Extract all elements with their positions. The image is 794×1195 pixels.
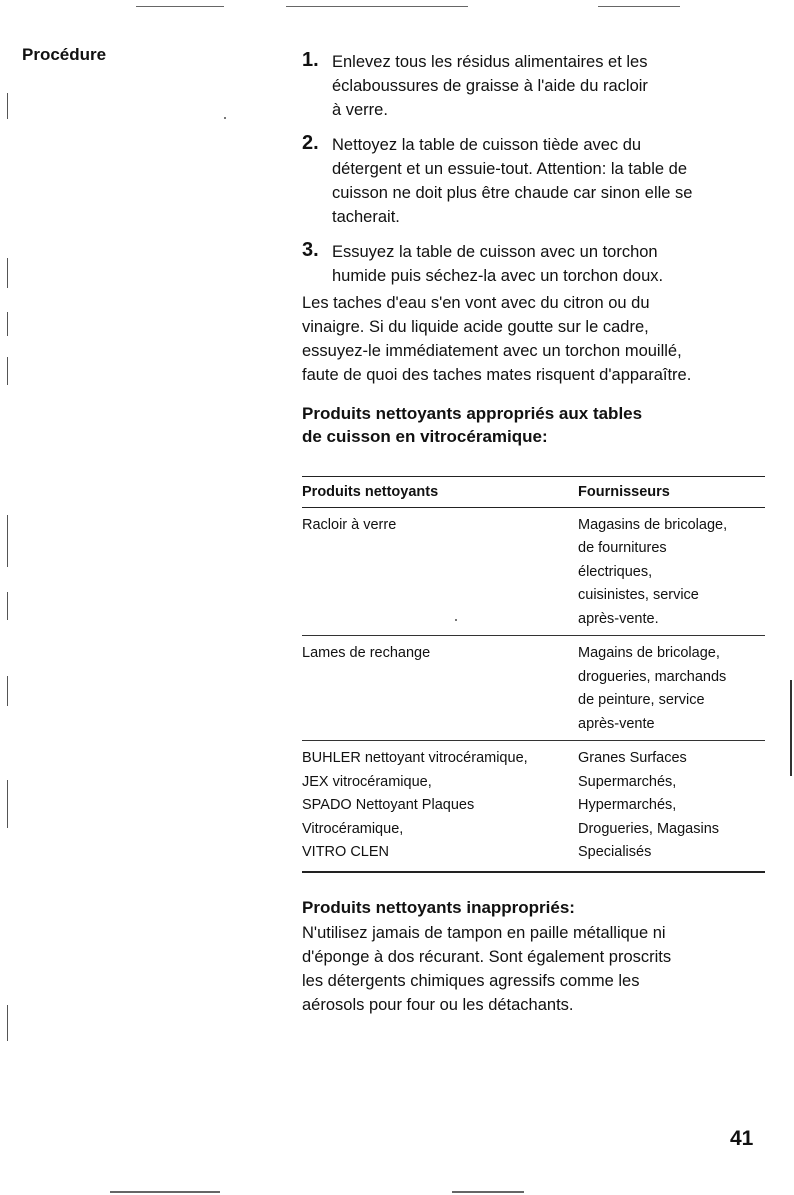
page-number: 41 [730, 1127, 754, 1150]
step-text-line: éclaboussures de graisse à l'aide du racloir [332, 77, 648, 95]
product-line: Vitrocéramique, [302, 820, 404, 837]
step-text-line: à verre. [332, 101, 388, 119]
supplier-line: cuisinistes, service [578, 587, 699, 603]
margin-mark [7, 676, 8, 706]
paragraph-line: les détergents chimiques agressifs comme les [302, 972, 640, 990]
cleaning-products-table [302, 476, 765, 873]
margin-mark [7, 258, 8, 288]
table-row [302, 636, 765, 741]
supplier-line: Magasins de bricolage, [578, 516, 728, 533]
top-rule-left [136, 6, 224, 7]
step-number: 1. [302, 49, 319, 71]
step-number: 2. [302, 132, 319, 154]
step-text-line: Essuyez la table de cuisson avec un torchon [332, 243, 658, 261]
top-rule-right [598, 6, 680, 7]
step-text-line: cuisson ne doit plus être chaude car sinon elle se [332, 184, 693, 202]
supplier-cell [578, 507, 765, 636]
inappropriate-products-paragraph [302, 921, 772, 1017]
supplier-line: de fournitures [578, 540, 667, 556]
product-line: Lames de rechange [302, 645, 431, 661]
supplier-cell [578, 741, 765, 872]
margin-mark [7, 780, 8, 828]
margin-mark [7, 592, 8, 620]
section-label: Procédure [22, 45, 107, 64]
margin-mark [7, 93, 8, 119]
supplier-line: Supermarchés, [578, 773, 677, 790]
paragraph-line: Les taches d'eau s'en vont avec du citron ou du [302, 294, 650, 312]
product-cell [302, 741, 578, 872]
margin-mark [7, 312, 8, 336]
product-cell [302, 507, 578, 636]
supplier-line: après-vente. [578, 610, 659, 627]
paragraph-line: N'utilisez jamais de tampon en paille métallique ni [302, 924, 666, 942]
table-row [302, 507, 765, 636]
paragraph-line: aérosols pour four ou les détachants. [302, 996, 574, 1014]
step-number: 3. [302, 239, 319, 261]
scan-speck [224, 117, 226, 119]
paragraph-line: d'éponge à dos récurant. Sont également proscrits [302, 948, 672, 966]
table-header-row [302, 477, 765, 508]
inappropriate-products-heading: Produits nettoyants inappropriés: [302, 898, 575, 917]
paragraph-line: vinaigre. Si du liquide acide goutte sur le cadre, [302, 318, 649, 336]
paragraph-line: faute de quoi des taches mates risquent d'apparaître. [302, 366, 692, 384]
step-item [302, 240, 772, 288]
product-line: VITRO CLEN [302, 844, 390, 860]
margin-mark [7, 1005, 8, 1041]
step-text-line: humide puis séchez-la avec un torchon doux. [332, 267, 664, 285]
step-text-line: Enlevez tous les résidus alimentaires et les [332, 53, 648, 71]
bottom-rule-right [452, 1191, 524, 1193]
product-line: BUHLER nettoyant vitrocéramique, [302, 750, 528, 766]
margin-mark [7, 515, 8, 567]
supplier-line: Hypermarchés, [578, 797, 677, 813]
appropriate-products-heading [302, 402, 772, 448]
supplier-line: drogueries, marchands [578, 668, 727, 685]
supplier-line: électriques, [578, 563, 653, 580]
procedure-steps [302, 50, 772, 299]
bottom-rule-left [110, 1191, 220, 1193]
paragraph-line: essuyez-le immédiatement avec un torchon mouillé, [302, 342, 682, 360]
supplier-cell [578, 636, 765, 741]
step-text-line: tacherait. [332, 208, 400, 226]
step-text-line: détergent et un essuie-tout. Attention: la table de [332, 160, 687, 178]
step-text-line: Nettoyez la table de cuisson tiède avec du [332, 136, 642, 154]
supplier-line: après-vente [578, 715, 655, 732]
table-row [302, 741, 765, 872]
column-header-suppliers: Fournisseurs [578, 477, 765, 508]
heading-line: de cuisson en vitrocéramique: [302, 427, 548, 446]
lemon-vinegar-paragraph [302, 291, 772, 387]
heading-line: Produits nettoyants appropriés aux tables [302, 404, 643, 423]
supplier-line: de peinture, service [578, 692, 705, 708]
product-line: SPADO Nettoyant Plaques [302, 797, 475, 813]
supplier-line: Magains de bricolage, [578, 645, 720, 661]
product-cell [302, 636, 578, 741]
step-item [302, 133, 772, 229]
step-item [302, 50, 772, 122]
top-rule-center [286, 6, 468, 7]
supplier-line: Granes Surfaces [578, 750, 687, 766]
right-edge-mark [790, 680, 792, 776]
supplier-line: Drogueries, Magasins [578, 820, 720, 837]
supplier-line: Specialisés [578, 844, 652, 860]
margin-mark [7, 357, 8, 385]
column-header-products: Produits nettoyants [302, 477, 578, 508]
product-line: JEX vitrocéramique, [302, 773, 432, 790]
product-line: Racloir à verre [302, 516, 397, 533]
